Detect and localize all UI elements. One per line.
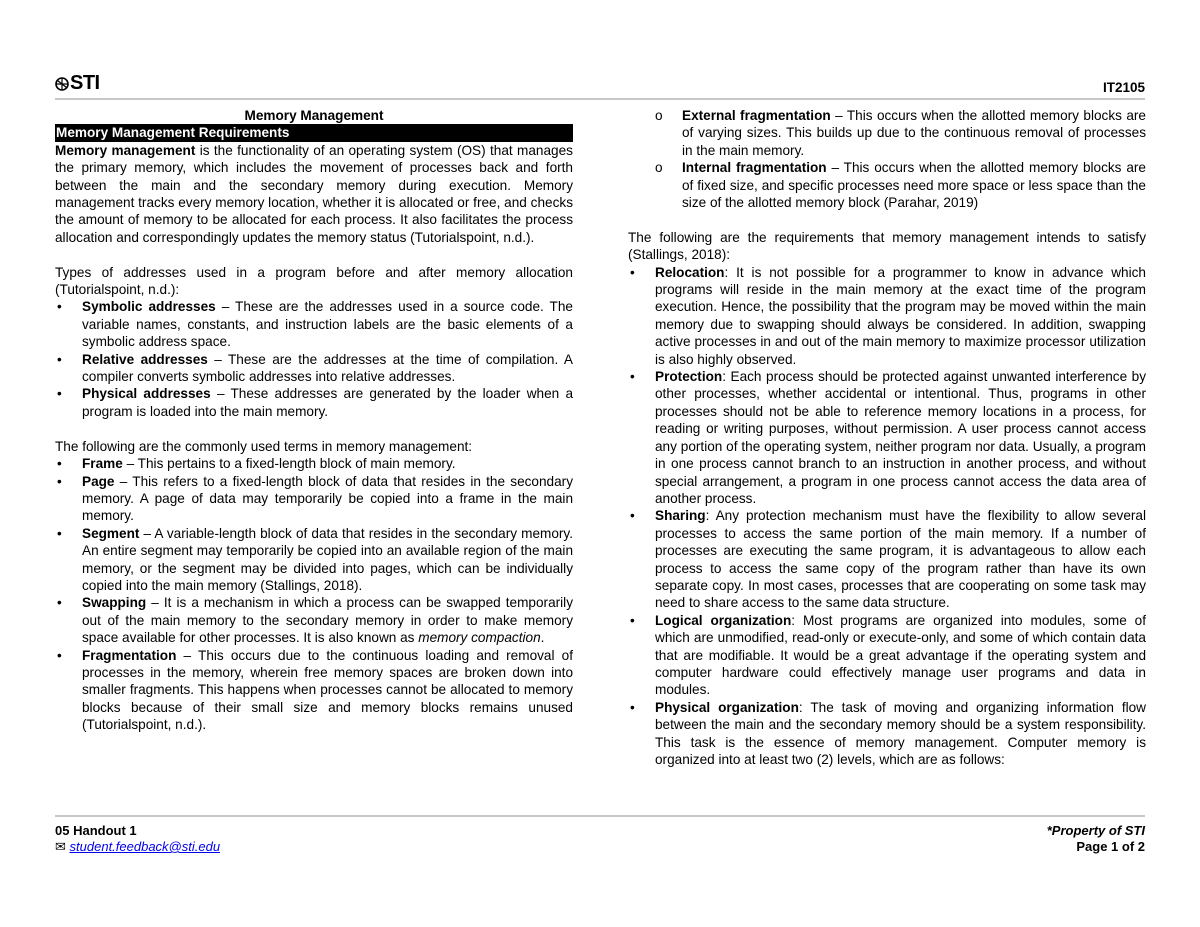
- intro-text: is the functionality of an operating system (OS) that manages the primary memory, which includes the movement of processes back and forth between the main and the secondary memory during execution. Memory management tracks every memory location, whether it is allocated or free, and checks the amount of memory to be allocated for each process. It also facilitates the process allocation and correspondingly updates the memory status (Tutorialspoint, n.d.).: [55, 142, 573, 245]
- item-term: Frame: [82, 456, 123, 472]
- item-term: Internal fragmentation: [682, 160, 827, 176]
- document-title: Memory Management: [244, 108, 384, 123]
- list-item: [55, 385, 573, 420]
- envelope-icon: ✉: [55, 839, 66, 854]
- bullet-icon: •: [630, 612, 635, 628]
- list-item: [55, 594, 573, 646]
- bullet-icon: •: [630, 264, 635, 280]
- item-text: – These addresses are generated by the loader when a program is loaded into the main memory.: [82, 386, 573, 419]
- list-item: [628, 264, 1146, 368]
- page-number: Page 1 of 2: [1076, 839, 1145, 854]
- left-column: [55, 107, 573, 734]
- bullet-icon: •: [57, 525, 62, 541]
- feedback-line: [55, 839, 220, 855]
- feedback-email-link[interactable]: student.feedback@sti.edu: [69, 839, 221, 854]
- bullet-icon: •: [57, 456, 62, 472]
- item-term: Physical addresses: [82, 386, 211, 402]
- item-text: : Most programs are organized into modules, some of which are unmodified, read-only or execute-only, and some of which contain data that are modifiable. It would be a great advantage if the operating system and computer hardware could effectively manage user programs and data in modules.: [655, 612, 1146, 698]
- item-term: Logical organization: [655, 612, 792, 628]
- header-divider: [55, 98, 1145, 100]
- list-item: [55, 351, 573, 386]
- fragmentation-types-list: [628, 107, 1146, 211]
- list-item: [628, 507, 1146, 611]
- item-text: – A variable-length block of data that resides in the secondary memory. An entire segment may temporarily be copied into an available region of the main memory, or the segment may be divided into pages, which can be individually copied into the main memory (Stallings, 2018).: [82, 525, 573, 593]
- handout-label: 05 Handout 1: [55, 823, 137, 838]
- item-text: : Each process should be protected against unwanted interference by other processes, whether accidental or intentional. Thus, programs in other processes should not be able to reference memory locations in a process, for reading or writing purposes, without permission. A user process cannot access any portion of the operating system, neither program nor data. Usually, a program in one process cannot branch to an instruction in another process, and without special arrangement, a program in one process cannot access the data area of another process.: [655, 369, 1146, 506]
- item-term: Swapping: [82, 595, 147, 611]
- terms-intro: The following are the commonly used terms in memory management:: [55, 438, 473, 454]
- sti-logo: [55, 72, 100, 95]
- item-text: : Any protection mechanism must have the flexibility to allow several processes to access the same portion of the main memory. If a number of processes are executing the same program, it is advantageous to allow each process to access the same copy of the program rather than have its own separate copy. In most cases, processes that are cooperating on some task may need to share access to the same data structure.: [655, 508, 1146, 611]
- list-item: [628, 612, 1146, 699]
- item-term: Segment: [82, 525, 140, 541]
- item-text: – These are the addresses at the time of compilation. A compiler converts symbolic addresses into relative addresses.: [82, 351, 573, 385]
- list-item: [55, 525, 573, 595]
- sti-logo-mark-icon: [55, 77, 69, 91]
- item-term: External fragmentation: [682, 108, 831, 123]
- bullet-icon: •: [630, 369, 635, 385]
- item-term: Symbolic addresses: [82, 299, 216, 315]
- item-term: Fragmentation: [82, 647, 177, 663]
- bullet-icon: •: [57, 299, 62, 315]
- item-term: Physical organization: [655, 699, 799, 715]
- item-text: – This occurs when the allotted memory blocks are of varying sizes. This builds up due to the continuous removal of processes in the main memory.: [682, 108, 1146, 158]
- item-text: – This refers to a fixed-length block of data that resides in the secondary memory. A page of data may temporarily be copied into a frame in the main memory.: [82, 473, 573, 524]
- item-term: Relative addresses: [82, 351, 208, 367]
- bullet-icon: •: [57, 595, 62, 611]
- item-tail: .: [540, 630, 545, 646]
- bullet-icon: •: [57, 647, 62, 663]
- bullet-icon: •: [57, 386, 62, 402]
- list-item: [55, 298, 573, 350]
- item-term: Protection: [655, 369, 723, 385]
- property-label: *Property of STI: [1046, 823, 1145, 838]
- list-item: [628, 159, 1146, 211]
- list-item: [628, 699, 1146, 769]
- sub-bullet-icon: o: [655, 160, 663, 176]
- footer-right: [1047, 823, 1145, 855]
- footer-divider: [55, 815, 1145, 817]
- bullet-icon: •: [57, 351, 62, 367]
- bullet-icon: •: [57, 473, 62, 489]
- right-column: [628, 107, 1146, 768]
- address-intro: Types of addresses used in a program before and after memory allocation (Tutorialspoint, n.d.):: [55, 264, 573, 298]
- footer-left: [55, 823, 220, 855]
- sub-bullet-icon: o: [655, 108, 663, 123]
- list-item: [628, 368, 1146, 507]
- item-text: – This occurs due to the continuous loading and removal of processes in the memory, wherein free memory spaces are broken down into smaller fragments. This happens when processes cannot be allocated to memory blocks because of their small size and memory blocks remains unused (Tutorialspoint, n.d.).: [82, 647, 573, 733]
- bullet-icon: •: [630, 699, 635, 715]
- item-term: Relocation: [655, 264, 725, 280]
- item-italic: memory compaction: [418, 630, 541, 646]
- item-term: Sharing: [655, 508, 706, 524]
- item-text: : The task of moving and organizing information flow between the main and the secondary memory should be a system responsibility. This task is the essence of memory management. Computer memory is organized into at least two (2) levels, which are as follows:: [655, 699, 1147, 768]
- terms-list: [55, 455, 573, 734]
- section-heading: Memory Management Requirements: [55, 124, 573, 141]
- item-term: Page: [82, 473, 115, 489]
- item-text: – This pertains to a fixed-length block of main memory.: [122, 456, 456, 472]
- requirements-intro: The following are the requirements that memory management intends to satisfy (Stallings, 2018):: [628, 229, 1146, 263]
- intro-term: Memory management: [55, 142, 196, 158]
- list-item: [55, 473, 573, 525]
- item-text: – This occurs when the allotted memory blocks are of fixed size, and specific processes need more space or less space than the size of the allotted memory block (Parahar, 2019): [682, 160, 1146, 211]
- list-item: [55, 455, 573, 472]
- list-item: [55, 647, 573, 734]
- item-text: – These are the addresses used in a source code. The variable names, constants, and instruction labels are the basic elements of a symbolic address space.: [82, 299, 573, 350]
- course-code: IT2105: [1102, 80, 1145, 95]
- address-list: [55, 298, 573, 420]
- list-item: [628, 107, 1146, 159]
- requirements-list: [628, 264, 1146, 769]
- logo-text: STI: [70, 72, 100, 94]
- bullet-icon: •: [630, 508, 635, 524]
- item-text: – It is a mechanism in which a process can be swapped temporarily out of the main memory to the secondary memory in order to make memory space available for other processes. It is also known as: [82, 595, 573, 646]
- intro-paragraph: [55, 142, 573, 246]
- item-text: : It is not possible for a programmer to know in advance which programs will reside in the main memory at the exact time of the program execution. Hence, the possibility that the program may be moved within the main memory due to swapping should always be considered. In addition, swapping active processes in and out of the main memory to maximize processor utilization is also highly observed.: [655, 264, 1146, 367]
